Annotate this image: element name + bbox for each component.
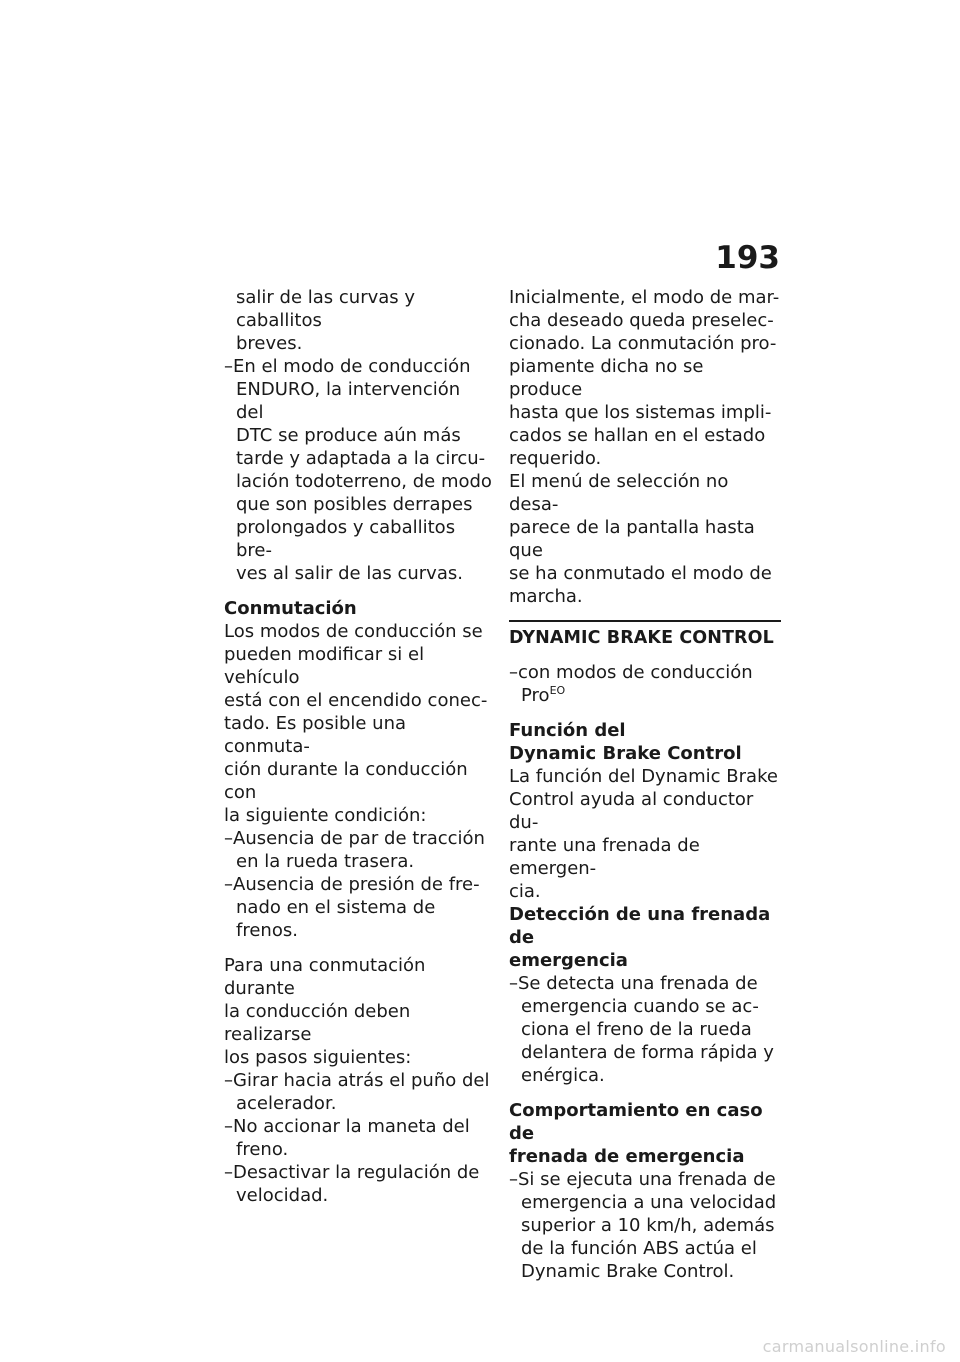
heading-conmutacion: Conmutación — [224, 598, 357, 619]
bullet-detecta: –Se detecta una frenada de emergencia cuando se ac- ciona el freno de la rueda delantera de forma rápida y enérgica. — [509, 973, 774, 1086]
heading-funcion: Función del Dynamic Brake Control — [509, 720, 742, 764]
paragraph-menu: El menú de selección no desa- parece de la pantalla hasta que se ha conmutado el modo de marcha. — [509, 471, 772, 607]
bullet-pro: –con modos de conducción Pro$^{EO}$ — [509, 662, 753, 706]
bullet-maneta: –No accionar la maneta del freno. — [224, 1116, 470, 1160]
paragraph-conmutacion: Los modos de conducción se pueden modificar si el vehículo está con el encendido conec- tado. Es posible una conmuta- ción durante la conducción con la siguiente condición: — [224, 621, 488, 826]
bullet-velocidad: –Desactivar la regulación de velocidad. — [224, 1162, 480, 1206]
bullet-par: –Ausencia de par de tracción en la rueda trasera. — [224, 828, 485, 872]
right-column — [509, 286, 781, 1283]
left-column — [224, 286, 492, 1207]
paragraph-inicial: Inicialmente, el modo de mar- cha deseado queda preselec- cionado. La conmutación pro- piamente dicha no se produce hasta que los sistemas impli- cados se hallan en el estado requerido. — [509, 287, 780, 469]
continuation-text: salir de las curvas y caballitos breves. — [236, 287, 416, 354]
section-title: DYNAMIC BRAKE CONTROL — [509, 620, 781, 650]
page-number: 193 — [715, 240, 780, 276]
heading-deteccion: Detección de una frenada de emergencia — [509, 904, 771, 971]
pro-superscript: EO — [549, 684, 566, 697]
bullet-presion: –Ausencia de presión de fre- nado en el sistema de frenos. — [224, 874, 480, 941]
paragraph-pasos: Para una conmutación durante la conducción deben realizarse los pasos siguientes: — [224, 955, 426, 1068]
bullet-girar: –Girar hacia atrás el puño del acelerador. — [224, 1070, 490, 1114]
heading-comportamiento: Comportamiento en caso de frenada de emergencia — [509, 1100, 763, 1167]
watermark: carmanualsonline.info — [762, 1337, 946, 1356]
paragraph-funcion: La función del Dynamic Brake Control ayuda al conductor du- rante una frenada de emergen- cia. — [509, 766, 778, 902]
bullet-ejecuta: –Si se ejecuta una frenada de emergencia a una velocidad superior a 10 km/h, además de la función ABS actúa el Dynamic Brake Control. — [509, 1169, 777, 1282]
bullet-enduro: –En el modo de conducción ENDURO, la intervención del DTC se produce aún más tarde y adaptada a la circu- lación todoterreno, de modo que son posibles derrapes prolongados y caballitos bre- ves al salir de las curvas. — [224, 356, 492, 584]
